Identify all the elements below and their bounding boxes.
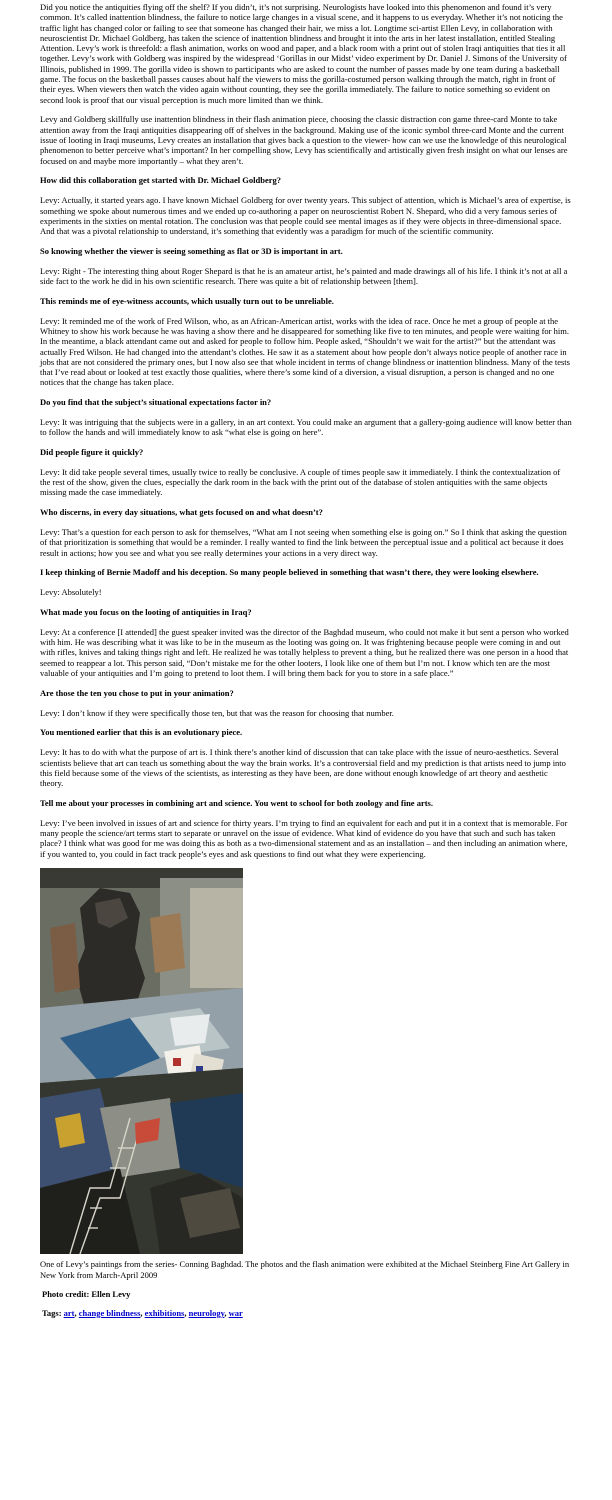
tags-line [42, 1308, 572, 1318]
paragraph: Levy and Goldberg skillfully use inattention blindness in their flash animation piece, choosing the classic distraction con game three-card Monte to take attention away from the Iraqi antiquities disappearing off of shelves in the background. Making use of the iconic symbol three-card Monte and the current issue of looting in Iraqi museums, Levy creates an installation that gives back a question to the viewer- how can we use the knowledge of this neurological phenomenon to better perceive what’s important? In her compelling show, Levy has scientifically and artistically given fresh insight on what our lenses are focused on and maybe more importantly – what they aren’t. [40, 114, 568, 166]
interview-question: So knowing whether the viewer is seeing something as flat or 3D is important in art. [40, 245, 343, 256]
article-body [40, 2, 572, 1318]
paragraph: Levy: It has to do with what the purpose of art is. I think there’s another kind of discussion that can take place with the issue of neuro-aesthetics. Several scientists believe that art can teach us something about the way the brain works. It’s a controversial field and my prediction is that artists need to jump into this field because some of the views of the scientists, as interesting as they have been, are done without enough knowledge of art theory and aesthetic theory. [40, 747, 566, 789]
interview-question: What made you focus on the looting of antiquities in Iraq? [40, 607, 252, 618]
paragraph: Levy: At a conference [I attended] the guest speaker invited was the director of the Baghdad museum, who could not make it but sent a person who worked with him. He was describing what it was like to be in the museum as the looting was going on. It was frightening because people were coming in and out with rifles, knives and taking things right and left. He realized he was totally helpless to prevent a thing, but he realized there was one person in a hood that seemed to reappear a lot. This person said, “Don’t mistake me for the other looters, I look like one of them but I’m not. I know which ten are the most valuable of your antiquities and I’m going to pretend to loot them. I will bring them back for you to store in a safe place.” [40, 626, 569, 679]
tag-separator: , [184, 1308, 189, 1318]
tag-link[interactable]: neurology [188, 1308, 225, 1318]
tag-link[interactable]: change blindness [78, 1308, 141, 1318]
interview-question: How did this collaboration get started with Dr. Michael Goldberg? [40, 175, 281, 186]
painting-image [40, 868, 243, 1254]
tag-separator: , [224, 1308, 229, 1318]
article-paragraphs [40, 2, 572, 859]
paragraph: Levy: It was intriguing that the subjects were in a gallery, in an art context. You could make an argument that a gallery-going audience will know better than to follow the hands and will immediately know to ask “what else is going on here”. [40, 417, 572, 438]
interview-question: Did people figure it quickly? [40, 447, 144, 458]
interview-question: Are those the ten you chose to put in your animation? [40, 687, 234, 698]
figure-caption: One of Levy’s paintings from the series- Conning Baghdad. The photos and the flash animation were exhibited at the Michael Steinberg Fine Art Gallery in New York from March-April 2009 [40, 1259, 570, 1280]
interview-question: Who discerns, in every day situations, what gets focused on and what doesn’t? [40, 507, 323, 518]
paragraph: Levy: Absolutely! [40, 587, 102, 598]
tag-separator: , [140, 1308, 145, 1318]
interview-question: I keep thinking of Bernie Madoff and his deception. So many people believed in something that wasn’t there, they were looking elsewhere. [40, 567, 539, 578]
interview-question: Tell me about your processes in combining art and science. You went to school for both zoology and fine arts. [40, 797, 433, 808]
interview-question: This reminds me of eye-witness accounts, which usually turn out to be unreliable. [40, 295, 334, 306]
tag-separator: , [74, 1308, 79, 1318]
paragraph: Did you notice the antiquities flying off the shelf? If you didn’t, it’s not surprising. Neurologists have looked into this phenomenon and found it’s very common. It’s called inattention blindness, the failure to notice large changes in a visual scene, and it happens to us everyday. Whether it’s not noticing the traffic light has changed color or failing to see that someone has changed their hair, we miss a lot. Longtime sci-artist Ellen Levy, in collaboration with neuroscientist Dr. Michael Goldberg, has taken the science of inattention blindness and brought it into the arts in her latest installation, entitled Stealing Attention. Levy’s work is threefold: a flash animation, works on wood and paper, and a black room with a print out of stolen Iraqi antiquities that ties it all together. Levy’s work with Goldberg was inspired by the widespread ‘Gorillas in our Midst’ video experiment by Dr. Daniel J. Simons of the University of Illinois, published in 1999. The gorilla video is shown to participants who are asked to count the number of passes made by one team during a basketball game. The focus on the basketball passes causes about half the viewers to miss the gorilla-costumed person walking through the match, right in front of their eyes. When viewers then watch the video again without counting, they see the gorilla immediately. The failure to notice something so evident on second look is proof that our visual perception is much more limited than we think. [40, 2, 567, 105]
paragraph: Levy: Actually, it started years ago. I have known Michael Goldberg for over twenty years. This subject of attention, which is Michael’s area of expertise, is something we spoke about numerous times and we ended up co-authoring a paper on neuroscientist Robert N. Shepard, who did a very famous series of experiments in the sixties on mental rotation. The conclusion was that people could see mental images as if they were objects in three-dimensional space. And that was a pivotal relationship to understand, it’s something that evidently was a paradigm for much of the scientific community. [40, 195, 571, 237]
interview-question: Do you find that the subject’s situational expectations factor in? [40, 397, 272, 408]
paragraph: Levy: It reminded me of the work of Fred Wilson, who, as an African-American artist, works with the idea of race. Once he met a group of people at the Whitney to show his work because he was having a show there and he disappeared for something like five to ten minutes, and people were waiting for him. In the meantime, a black attendant came out and asked for people to follow him. People asked, “Shouldn’t we wait for the artist?” but the attendant was actually Fred Wilson. He had changed into the attendant’s clothes. He saw it as a statement about how people don’t always notice people of another race in jobs that are not considered the primary ones, but I now also see that whole incident in terms of change blindness or inattention blindness. Many of the tests that I’ve read about or looked at test exactly those qualities, where there’s some kind of a diversion, a visual disruption, a person is changed and no one notices that the change has taken place. [40, 315, 570, 388]
paragraph: Levy: It did take people several times, usually twice to really be conclusive. A couple of times people saw it immediately. I think the contextualization of the rest of the show, given the clues, especially the dark room in the back with the print out of the database of stolen antiquities with the same objects missing made the case immediately. [40, 466, 561, 498]
paragraph: Levy: Right - The interesting thing about Roger Shepard is that he is an amateur artist, he’s painted and made drawings all of his life. I think it’s not at all a side fact to the work he did in his own scientific research. There was quite a bit of relationship between [them]. [40, 265, 568, 287]
tag-link[interactable]: war [228, 1308, 243, 1318]
photo-credit: Photo credit: Ellen Levy [42, 1289, 131, 1299]
paragraph: Levy: I’ve been involved in issues of art and science for thirty years. I’m trying to find an equivalent for each and put it in a context that is memorable. For many people the science/art terms start to separate or unravel on the issue of evidence. What kind of evidence do you have that such and such has taken place? I think what was good for me was doing this as both as a two-dimensional statement and as an installation – and then including an animation where, if you wanted to, you could in fact track people’s eyes and ask questions to find out what they were experiencing. [40, 817, 568, 859]
tags-label: Tags: [42, 1308, 62, 1318]
tag-link[interactable]: exhibitions [144, 1308, 185, 1318]
tag-list [64, 1308, 243, 1318]
interview-question: You mentioned earlier that this is an evolutionary piece. [40, 727, 243, 738]
painting-graphic [40, 868, 243, 1254]
paragraph: Levy: I don’t know if they were specifically those ten, but that was the reason for choosing that number. [40, 707, 394, 718]
paragraph: Levy: That’s a question for each person to ask for themselves, “What am I not seeing when something else is going on.” So I think that asking the question of that prioritization is something that would be a reminder. I really wanted to find the link between the perceptual issue and a political act because it does result in actions; how you see and what you see really determines your actions in a very direct way. [40, 527, 567, 558]
tag-link[interactable]: art [63, 1308, 75, 1318]
